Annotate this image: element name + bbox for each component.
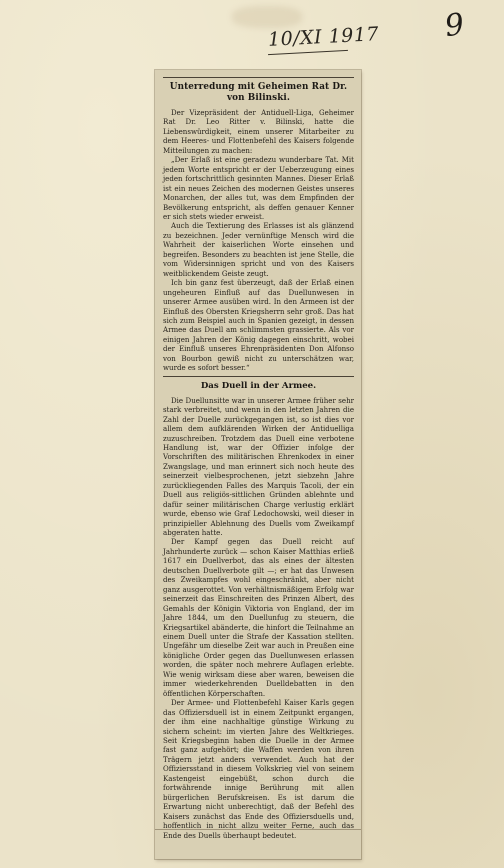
- top-rule: [163, 77, 354, 78]
- handwritten-date: 10/XI 1917: [267, 23, 380, 51]
- paragraph: „Der Erlaß ist eine geradezu wunderbare Tat. Mit jedem Worte entspricht er der Ueberzeugung eines jeden fortschrittlich gesinnten Mannes. Dieser Erlaß ist ein neues Zeichen des modernen Geistes unseres Monarchen, der alles tut, was dem Empfinden der Bevölkerung entspricht, als deffen genauer Kenner er sich stets wieder erweist.: [163, 155, 354, 221]
- section-rule: [163, 376, 354, 377]
- paper-stain: [232, 6, 302, 28]
- article-title-duel-army: Das Duell in der Armee.: [200, 380, 317, 391]
- paragraph: Der Vizepräsident der Antiduell-Liga, Geheimer Rat Dr. Leo Ritter v. Bilinski, hatte die Liebenswürdigkeit, einem unserer Mitarbeiter zu dem Heeres- und Flottenbefehl des Kaisers folgende Mitteilungen zu machen:: [163, 108, 354, 155]
- article-body-duel-army: [163, 396, 354, 840]
- article-title-interview: Unterredung mit Geheimen Rat Dr. von Bilinski.: [169, 82, 348, 103]
- clipping-fold-line: [155, 829, 361, 830]
- paragraph: Ich bin ganz fest überzeugt, daß der Erlaß einen ungeheuren Einfluß auf das Duellunwesen in unserer Armee ausüben wird. In den Armeen ist der Einfluß des Obersten Kriegsherrn sehr groß. Das hat sich zum Beispiel auch in Spanien gezeigt, in dessen Armee das Duell am schlimmsten grassierte. Als vor einigen Jahren der König dagegen einschritt, wobei der Einfluß unseres Ehrenpräsidenten Don Alfonso von Bourbon gewiß nicht zu unterschätzen war, wurde es sofort besser.“: [163, 278, 354, 373]
- page-number: 9: [442, 6, 467, 45]
- paragraph: Der Armee- und Flottenbefehl Kaiser Karls gegen das Offiziersduell ist in einem Zeitpunkt ergangen, der ihm eine nachhaltige günstige Wirkung zu sichern scheint: im vierten Jahre des Weltkrieges. Seit Kriegsbeginn haben die Duelle in der Armee fast ganz aufgehört; die Waffen werden von ihren Trägern jetzt anders verwendet. Auch hat der Offiziersstand in diesem Volkskrieg viel von seinem Kastengeist eingebüßt, schon durch die fortwährende innige Berührung mit allen bürgerlichen Berufskreisen. Es ist darum die Erwartung nicht unberechtigt, daß der Befehl des Kaisers zunächst das Ende des Offiziersduells und, hoffentlich in nicht allzu weiter Ferne, auch das Ende des Duells überhaupt bedeutet.: [163, 698, 354, 840]
- article-body-interview: [163, 108, 354, 373]
- paragraph: Die Duellunsitte war in unserer Armee früher sehr stark verbreitet, und wenn in den letzten Jahren die Zahl der Duelle zurückgegangen ist, so ist dies vor allem dem aufklärenden Wirken der Antiduelliga zuzuschreiben. Trotzdem das Duell eine verbotene Handlung ist, war der Offizier infolge der Vorschriften des militärischen Ehrenkodex in einer Zwangslage, und man erinnert sich noch heute des seinerzeit vielbesprochenen, jetzt siebzehn Jahre zurückliegenden Falles des Marquis Tacoli, der ein Duell aus religiös-sittlichen Gründen ablehnte und dafür seiner militärischen Charge verlustig erklärt wurde, ebenso wie Graf Ledochowski, weil dieser in prinzipieller Ablehnung des Duells vom Zweikampf abgeraten hatte.: [163, 395, 354, 538]
- date-underline: [268, 50, 348, 55]
- newspaper-clipping: [155, 70, 361, 859]
- paragraph: Der Kampf gegen das Duell reicht auf Jahrhunderte zurück — schon Kaiser Matthias erließ 1617 ein Duellverbot, das als eines der ältesten deutschen Duellverbote gilt —; er hat das Unwesen des Zweikampfes wohl eingeschränkt, aber nicht ganz ausgerottet. Von verhältnismäßigem Erfolg war seinerzeit das Einschreiten des Prinzen Albert, des Gemahls der Königin Viktoria von England, der im Jahre 1844, um den Duellunfug zu steuern, die Kriegsartikel abänderte, die hinfort die Teilnahme an einem Duell unter die Strafe der Kassation stellten. Ungefähr um dieselbe Zeit war auch in Preußen eine königliche Order gegen das Duellunwesen erlassen worden, die später noch mehrere Auflagen erlebte. Wie wenig wirksam diese aber waren, beweisen die immer wiederkehrenden Duelldebatten in den öffentlichen Körperschaften.: [163, 537, 354, 698]
- paragraph: Auch die Textierung des Erlasses ist als glänzend zu bezeichnen. Jeder vernünftige Mensch wird die Wahrheit der kaiserlichen Worte einsehen und begreifen. Besonders zu beachten ist jene Stelle, die vom Widersinnigen spricht und von des Kaisers weitblickendem Geiste zeugt.: [163, 221, 354, 278]
